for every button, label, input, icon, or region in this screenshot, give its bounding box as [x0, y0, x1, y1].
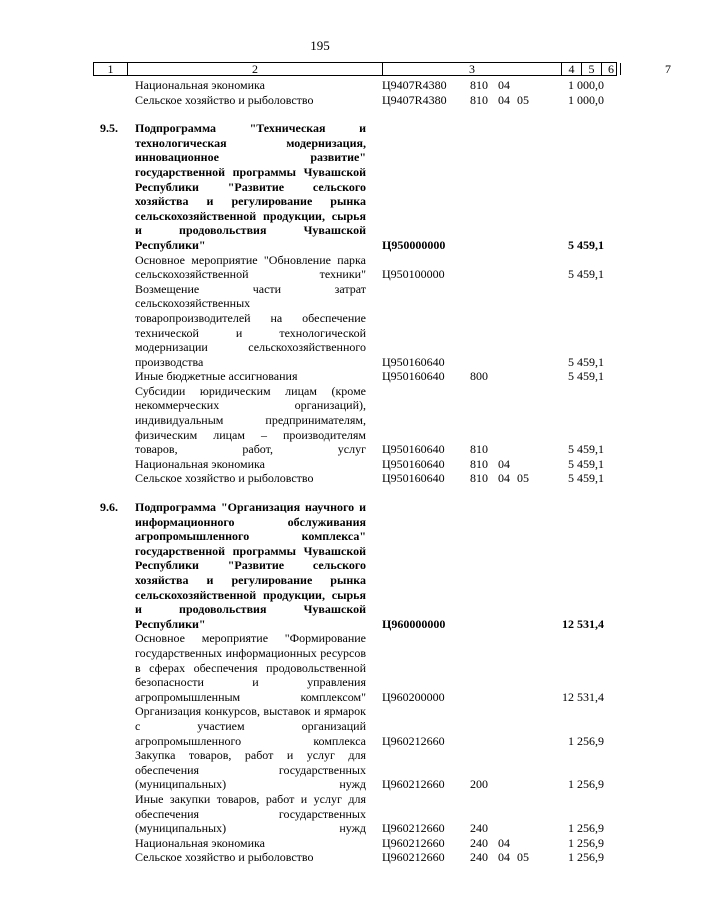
table-body [0, 78, 640, 865]
row-number: 9.6. [100, 500, 118, 515]
row-amount: 1 000,0 [568, 92, 604, 107]
table-row [0, 253, 640, 282]
table-row [0, 748, 640, 792]
row-amount: 1 256,9 [568, 821, 604, 836]
row-section: 04 [498, 78, 510, 92]
row-target-code: Ц950000000 [382, 237, 446, 252]
row-name: Национальная экономика [135, 835, 265, 850]
row-amount: 12 531,4 [562, 616, 604, 631]
row-amount: 1 256,9 [568, 733, 604, 748]
table-row [0, 282, 640, 370]
row-amount: 1 256,9 [568, 835, 604, 850]
table-row [0, 836, 640, 851]
header-col-4: 4 [562, 63, 582, 75]
row-amount: 5 459,1 [568, 267, 604, 282]
row-amount: 5 459,1 [568, 354, 604, 369]
row-target-code: Ц960200000 [382, 689, 445, 704]
row-expense-type: 810 [470, 78, 488, 92]
header-col-1: 1 [94, 63, 128, 75]
row-amount: 5 459,1 [568, 442, 604, 457]
table-row [0, 704, 640, 748]
row-expense-type: 240 [470, 835, 488, 850]
row-name: Субсидии юридическим лицам (кроме некоммерческих организаций), индивидуальным предпринимателям, физическим лицам – производителям товаров, работ, услуг [135, 383, 366, 457]
table-row [0, 93, 640, 108]
row-amount: 1 000,0 [568, 78, 604, 92]
header-col-7: 7 [665, 62, 671, 76]
table-row [0, 792, 640, 836]
table-row [0, 500, 640, 631]
row-name: Закупка товаров, работ и услуг для обеспечения государственных (муниципальных) нужд [135, 748, 366, 792]
header-col-3: 3 [383, 63, 562, 75]
row-target-code: Ц950160640 [382, 456, 445, 471]
row-target-code: Ц950160640 [382, 369, 445, 384]
row-name: Сельское хозяйство и рыболовство [135, 471, 314, 486]
row-spacer [0, 486, 640, 500]
row-expense-type: 810 [470, 471, 488, 486]
row-target-code: Ц960212660 [382, 835, 445, 850]
header-col-6: 6 [602, 63, 621, 75]
row-target-code: Ц950160640 [382, 442, 445, 457]
header-col-2: 2 [128, 63, 383, 75]
row-section: 04 [498, 850, 510, 865]
row-amount: 1 256,9 [568, 850, 604, 865]
row-subsection: 05 [517, 471, 529, 486]
row-section: 04 [498, 92, 510, 107]
row-name: Подпрограмма "Техническая и технологическая модернизация, инновационное развитие" государственной программы Чувашской Республики "Развитие сельского хозяйства и регулирование рынка сельскохозяйственной продукции, сырья и продовольствия Чувашской Республики" [135, 121, 366, 252]
row-expense-type: 800 [470, 369, 488, 384]
row-target-code: Ц960212660 [382, 733, 445, 748]
row-expense-type: 240 [470, 821, 488, 836]
row-subsection: 05 [517, 850, 529, 865]
row-name: Национальная экономика [135, 456, 265, 471]
table-row [0, 384, 640, 457]
row-target-code: Ц950100000 [382, 267, 445, 282]
row-section: 04 [498, 835, 510, 850]
row-name: Основное мероприятие "Формирование государственных информационных ресурсов в сферах обеспечения продовольственной безопасности и управления агропромышленным комплексом" [135, 631, 366, 704]
row-target-code: Ц9407R4380 [382, 92, 447, 107]
table-header [93, 62, 671, 76]
row-target-code: Ц960000000 [382, 616, 446, 631]
row-name: Сельское хозяйство и рыболовство [135, 850, 314, 865]
row-section: 04 [498, 456, 510, 471]
table-row [0, 850, 640, 865]
row-number: 9.5. [100, 121, 118, 136]
table-row [0, 121, 640, 252]
row-expense-type: 810 [470, 442, 488, 457]
page-number: 195 [310, 38, 330, 53]
row-name: Иные бюджетные ассигнования [135, 369, 298, 384]
row-name: Иные закупки товаров, работ и услуг для обеспечения государственных (муниципальных) нужд [135, 791, 366, 836]
row-target-code: Ц950160640 [382, 471, 445, 486]
row-name: Сельское хозяйство и рыболовство [135, 92, 314, 107]
row-name: Возмещение части затрат сельскохозяйственных товаропроизводителей на обеспечение технической и технологической модернизации сельскохозяйственного производства [135, 281, 366, 369]
table-row [0, 369, 640, 384]
row-target-code: Ц960212660 [382, 850, 445, 865]
row-name: Организация конкурсов, выставок и ярмарок с участием организаций агропромышленного комплекса [135, 704, 366, 748]
row-amount: 5 459,1 [568, 471, 604, 486]
row-expense-type: 810 [470, 456, 488, 471]
row-expense-type: 200 [470, 777, 488, 792]
header-col-5: 5 [582, 63, 602, 75]
row-name: Национальная экономика [135, 78, 265, 92]
row-target-code: Ц960212660 [382, 821, 445, 836]
row-target-code: Ц950160640 [382, 354, 445, 369]
row-name: Подпрограмма "Организация научного и информационного обслуживания агропромышленного комплекса" государственной программы Чувашской Республики "Развитие сельского хозяйства и регулирование рынка сельскохозяйственной продукции, сырья и продовольствия Чувашской Республики" [135, 500, 366, 631]
row-name: Основное мероприятие "Обновление парка сельскохозяйственной техники" [135, 252, 366, 282]
row-spacer [0, 107, 640, 121]
row-section: 04 [498, 471, 510, 486]
row-amount: 5 459,1 [568, 456, 604, 471]
table-row [0, 631, 640, 704]
row-target-code: Ц9407R4380 [382, 78, 447, 92]
table-row [0, 78, 640, 93]
row-amount: 5 459,1 [568, 369, 604, 384]
row-amount: 5 459,1 [568, 237, 604, 252]
row-target-code: Ц960212660 [382, 777, 445, 792]
row-subsection: 05 [517, 92, 529, 107]
table-row [0, 471, 640, 486]
row-amount: 12 531,4 [562, 689, 604, 704]
table-row [0, 457, 640, 472]
row-expense-type: 810 [470, 92, 488, 107]
row-amount: 1 256,9 [568, 777, 604, 792]
row-expense-type: 240 [470, 850, 488, 865]
